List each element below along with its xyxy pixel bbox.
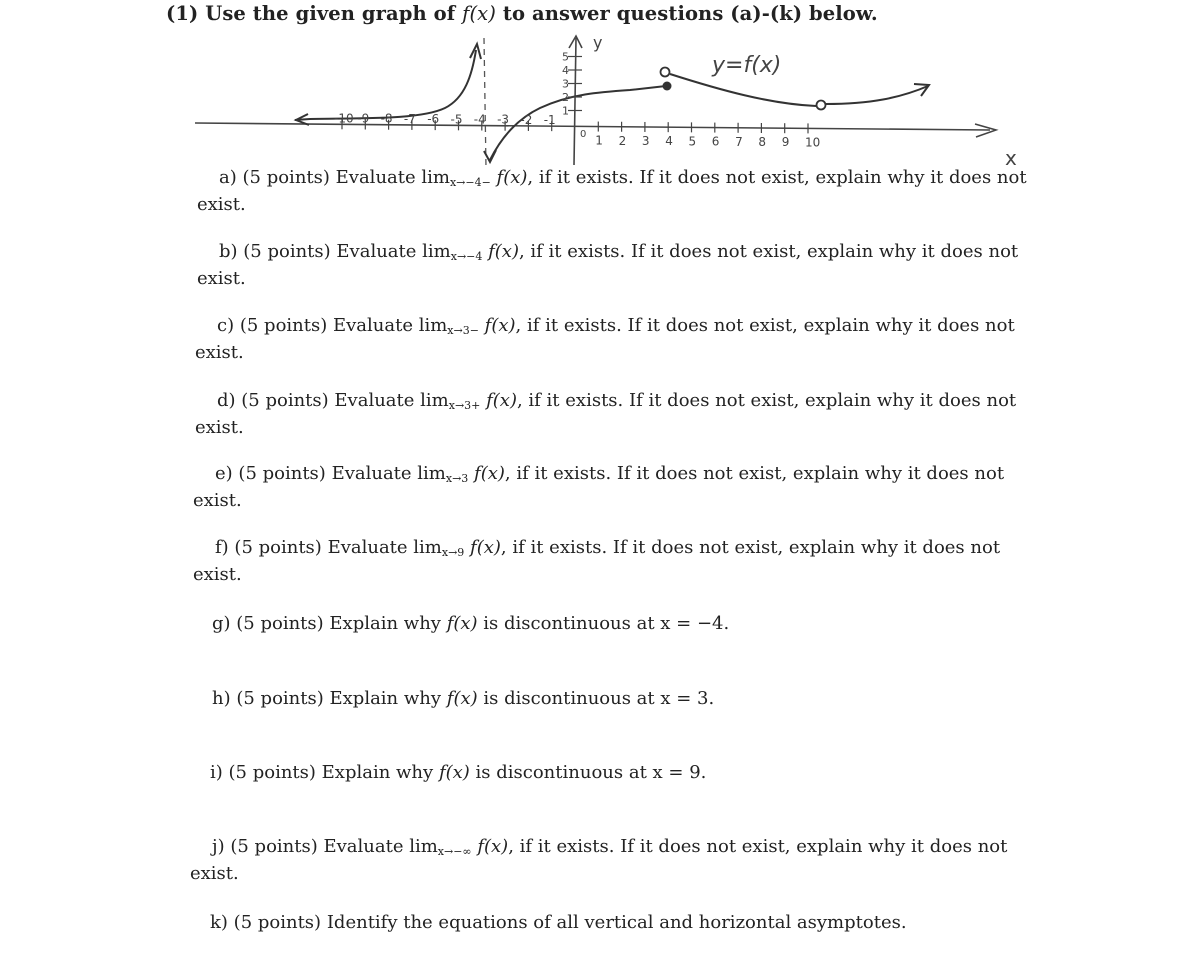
- open-point-x3: [661, 68, 670, 77]
- question-f: [193, 537, 1000, 586]
- y-tick-label: 5: [562, 50, 569, 64]
- question-points: (5 points): [241, 390, 329, 411]
- limit-subscript: x→−4−: [449, 176, 491, 189]
- question-letter: i): [210, 762, 223, 783]
- x-tick-label: 2: [618, 133, 627, 148]
- question-text: Evaluate lim: [331, 463, 446, 484]
- question-line: [197, 241, 1018, 268]
- question-letter: f): [215, 537, 229, 558]
- question-text: Explain why: [329, 688, 442, 709]
- y-axis-label: y: [593, 33, 603, 52]
- limit-subscript: x→9: [441, 546, 465, 559]
- question-i: [210, 762, 706, 784]
- x-tick-label: -5: [450, 112, 463, 127]
- question-text: Identify the equations of all vertical and horizontal asymptotes.: [326, 912, 907, 933]
- question-points: (5 points): [228, 762, 316, 783]
- question-rest: is discontinuous at x = 3.: [483, 688, 715, 709]
- function-symbol: f(x): [470, 537, 501, 558]
- x-axis: [195, 123, 990, 130]
- left-branch-curve: [295, 50, 476, 120]
- question-letter: g): [212, 613, 231, 634]
- question-line: [193, 463, 1004, 490]
- question-points: (5 points): [242, 167, 330, 188]
- question-line: [212, 688, 714, 710]
- question-line: [212, 613, 729, 635]
- heading-suffix: to answer questions (a)-(k) below.: [502, 2, 878, 25]
- x-tick-label: -8: [380, 111, 393, 126]
- y-tick-label: 1: [562, 104, 569, 118]
- question-rest: is discontinuous at x = −4.: [483, 613, 730, 634]
- question-points: (5 points): [234, 537, 322, 558]
- question-rest: , if it exists. If it does not exist, explain why it does not: [515, 315, 1015, 336]
- heading-prefix: Use the given graph of: [205, 2, 456, 25]
- question-letter: j): [212, 836, 225, 857]
- x-tick-label: 4: [665, 134, 673, 149]
- question-c: [195, 315, 1015, 364]
- question-text: Explain why: [321, 762, 434, 783]
- vertical-asymptote: [484, 38, 486, 168]
- x-tick-label: 8: [758, 134, 767, 149]
- heading-func: f(x): [462, 2, 496, 25]
- function-symbol: f(x): [488, 241, 519, 262]
- x-axis-label: x: [1005, 146, 1017, 170]
- question-continuation: exist.: [190, 863, 239, 884]
- x-tick-label: 3: [641, 133, 650, 148]
- question-points: (5 points): [238, 463, 326, 484]
- question-line: [197, 167, 1027, 194]
- question-a: [197, 167, 1027, 216]
- question-text: Evaluate lim: [335, 167, 450, 188]
- question-rest: , if it exists. If it does not exist, explain why it does not: [518, 241, 1019, 262]
- question-text: Evaluate lim: [323, 836, 438, 857]
- question-k: [210, 912, 907, 934]
- function-symbol: f(x): [484, 315, 516, 336]
- closed-point-x3: [663, 82, 672, 91]
- question-j: [190, 836, 1007, 885]
- function-symbol: f(x): [438, 762, 470, 783]
- question-text: Evaluate lim: [327, 537, 442, 558]
- right-branch-tail: [826, 86, 928, 104]
- y-tick-label: 3: [562, 77, 569, 91]
- y-tick-label: 4: [562, 64, 569, 77]
- y-tick-label: 2: [562, 91, 569, 104]
- x-tick-label: -10: [334, 111, 354, 126]
- limit-subscript: x→−4: [450, 250, 483, 263]
- y-tick-labels: [562, 51, 569, 118]
- question-continuation: exist.: [195, 342, 244, 363]
- curve-label: y=f(x): [712, 53, 782, 78]
- question-text: Evaluate lim: [332, 315, 448, 336]
- function-symbol: f(x): [446, 613, 478, 634]
- function-symbol: f(x): [477, 836, 509, 857]
- question-points: (5 points): [239, 315, 328, 336]
- limit-subscript: x→−∞: [437, 845, 472, 858]
- question-line: [195, 315, 1015, 342]
- question-continuation: exist.: [195, 417, 244, 438]
- x-tick-labels: [334, 111, 820, 149]
- question-letter: d): [217, 390, 236, 411]
- question-line: [190, 836, 1007, 863]
- question-points: (5 points): [243, 241, 331, 262]
- open-point-x9: [817, 101, 826, 110]
- question-line: [210, 912, 907, 934]
- question-line: [195, 390, 1016, 417]
- question-continuation: exist.: [193, 564, 242, 585]
- question-line: [210, 762, 706, 784]
- x-tick-label: 6: [711, 134, 720, 149]
- question-points: (5 points): [236, 688, 324, 709]
- question-points: (5 points): [236, 613, 324, 634]
- x-tick-label: 9: [781, 135, 790, 150]
- x-tick-label: -4: [473, 112, 486, 127]
- heading-number: (1): [166, 2, 199, 25]
- question-rest: , if it exists. If it does not exist, explain why it does not: [527, 167, 1027, 188]
- question-rest: , if it exists. If it does not exist, explain why it does not: [508, 836, 1008, 857]
- right-branch-curve: [670, 74, 816, 106]
- question-letter: c): [217, 315, 235, 336]
- x-tick-label: -2: [520, 112, 533, 127]
- question-text: Evaluate lim: [336, 241, 451, 262]
- question-points: (5 points): [233, 912, 322, 933]
- question-line: [193, 537, 1000, 564]
- limit-subscript: x→3+: [448, 399, 481, 412]
- x-tick-label: -6: [427, 112, 440, 127]
- x-tick-label: 1: [595, 133, 603, 148]
- question-text: Evaluate lim: [334, 390, 449, 411]
- x-tick-label: -7: [403, 111, 416, 126]
- question-text: Explain why: [329, 613, 441, 634]
- question-g: [212, 613, 729, 635]
- function-symbol: f(x): [446, 688, 478, 709]
- question-letter: k): [210, 912, 228, 933]
- x-tick-label: 7: [735, 134, 743, 149]
- question-continuation: exist.: [197, 194, 246, 215]
- question-h: [212, 688, 714, 710]
- question-e: [193, 463, 1004, 512]
- x-tick-label: -9: [357, 111, 370, 126]
- x-tick-label: -1: [543, 113, 556, 128]
- x-tick-label: 5: [688, 134, 697, 149]
- function-symbol: f(x): [486, 390, 517, 411]
- function-symbol: f(x): [474, 463, 505, 484]
- question-letter: b): [219, 241, 238, 262]
- question-rest: , if it exists. If it does not exist, explain why it does not: [516, 390, 1017, 411]
- question-rest: , if it exists. If it does not exist, explain why it does not: [504, 463, 1005, 484]
- question-rest: , if it exists. If it does not exist, explain why it does not: [500, 537, 1001, 558]
- question-letter: a): [219, 167, 237, 188]
- x-tick-label: 10: [805, 135, 821, 150]
- question-d: [195, 390, 1016, 439]
- question-letter: e): [215, 463, 233, 484]
- origin-label: 0: [580, 129, 587, 140]
- question-b: [197, 241, 1018, 290]
- question-points: (5 points): [230, 836, 318, 857]
- question-continuation: exist.: [193, 490, 242, 511]
- x-tick-label: -3: [497, 112, 510, 127]
- question-rest: is discontinuous at x = 9.: [475, 762, 707, 783]
- limit-subscript: x→3−: [447, 324, 479, 337]
- limit-subscript: x→3: [445, 472, 469, 485]
- function-symbol: f(x): [496, 167, 528, 188]
- question-letter: h): [212, 688, 231, 709]
- question-continuation: exist.: [197, 268, 246, 289]
